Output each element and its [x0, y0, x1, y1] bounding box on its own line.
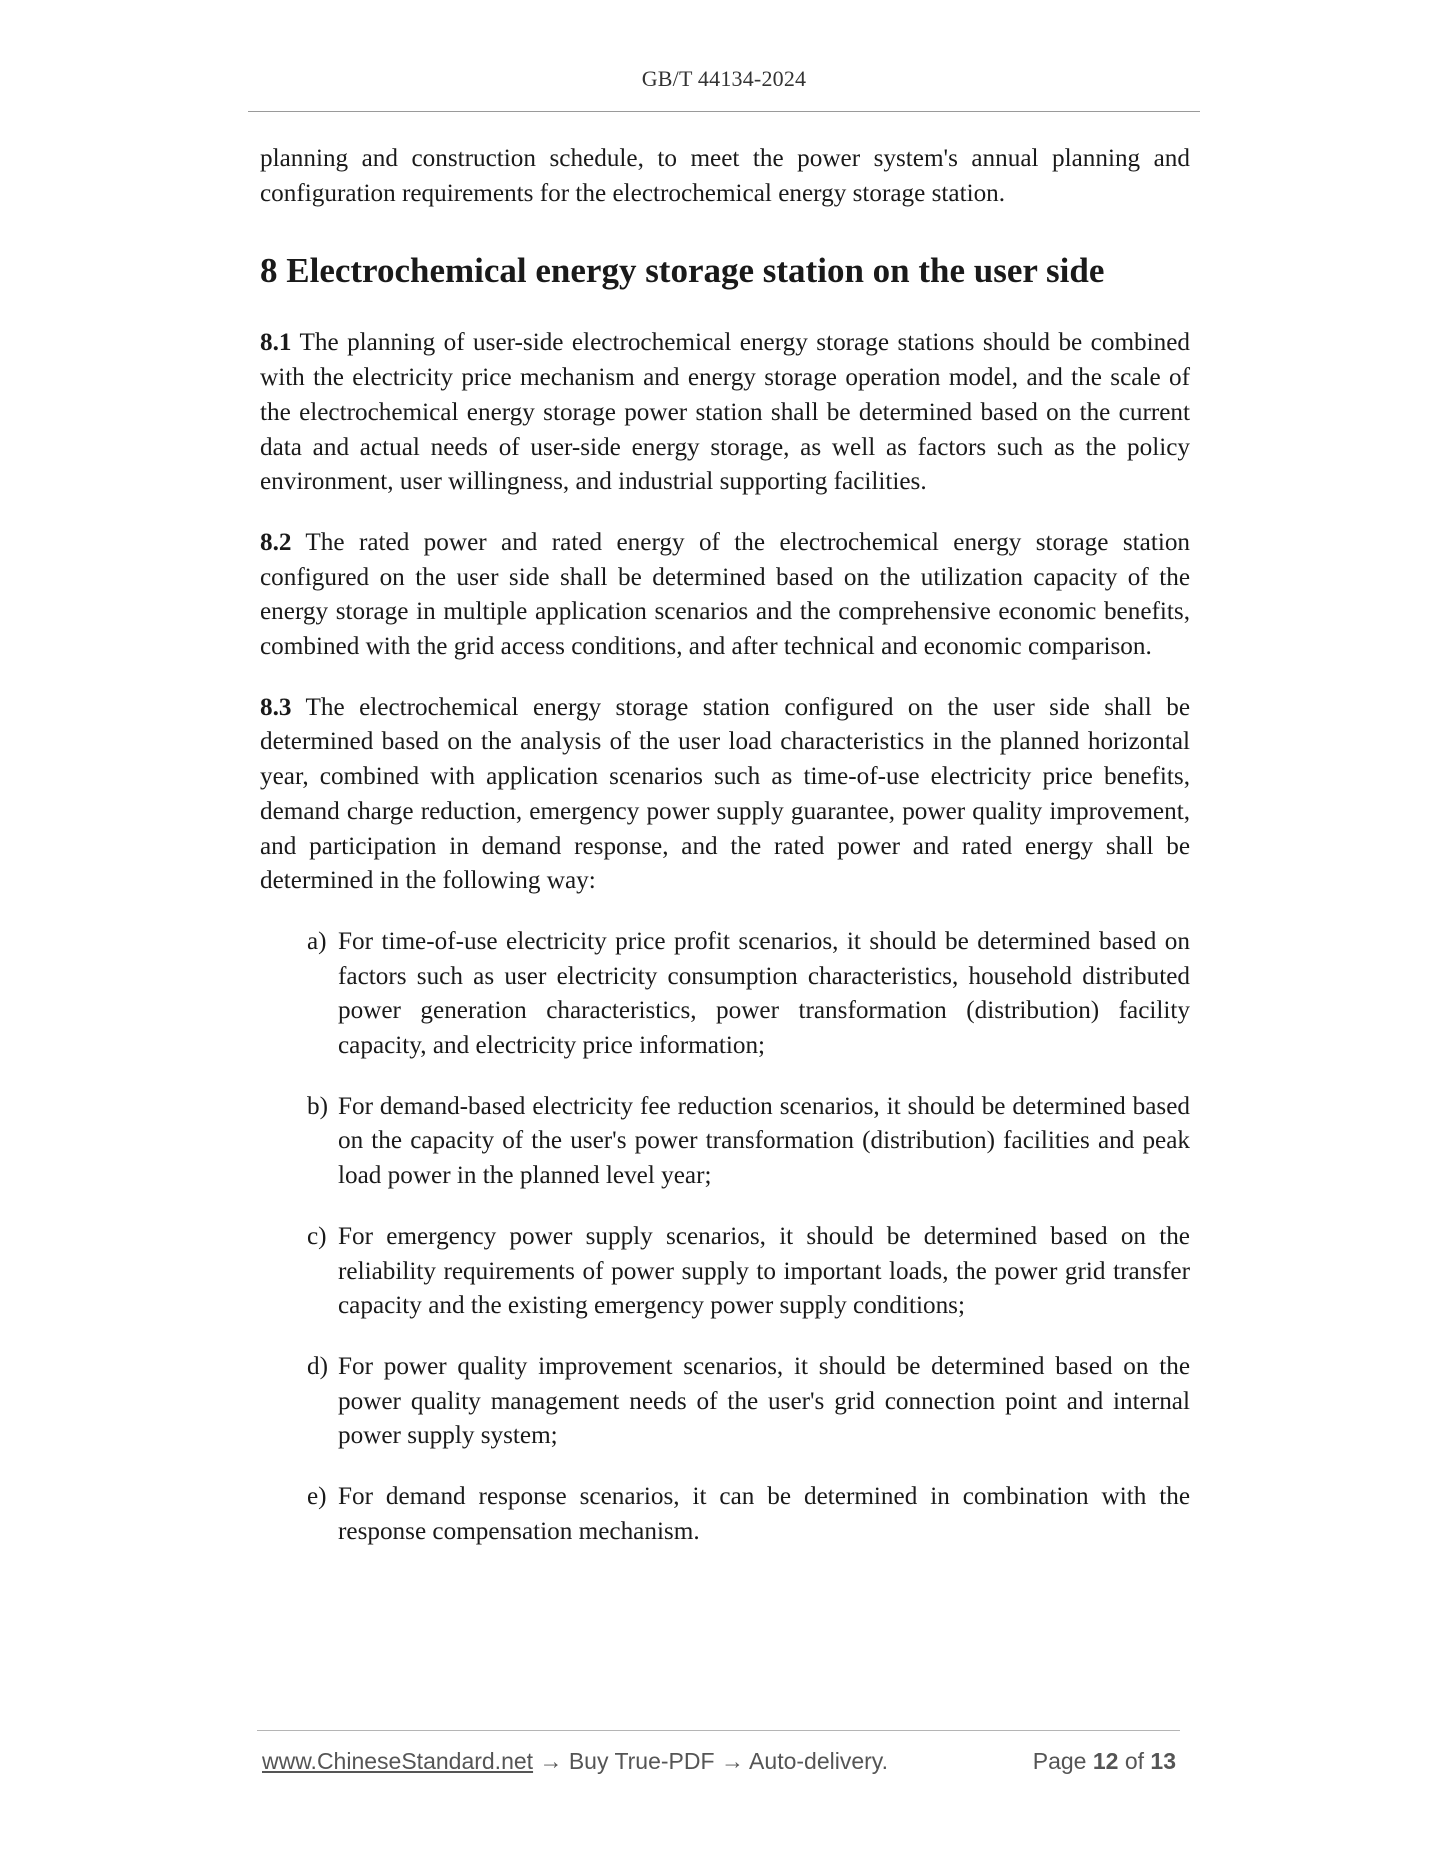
list-marker: a): [307, 927, 327, 955]
list-item-text: For time-of-use electricity price profit scenarios, it should be determined based on factors such as user electricity consumption characteristics, household distributed power generation characteristics, power transformation (distribution) facility capacity, and electricity price information;: [338, 927, 1190, 1060]
clause-8-2: [260, 526, 1190, 665]
website-link[interactable]: www.ChineseStandard.net: [262, 1748, 534, 1774]
clause-number: 8.1: [260, 329, 292, 357]
list-marker: e): [307, 1483, 327, 1511]
list-item: [260, 1090, 1190, 1194]
list-item-text: For demand-based electricity fee reduction scenarios, it should be determined based on the capacity of the user's power transformation (distribution) facilities and peak load power in the planned level year;: [338, 1092, 1190, 1190]
clause-text: The rated power and rated energy of the electrochemical energy storage station configured on the user side shall be determined based on the utilization capacity of the energy storage in multiple application scenarios and the comprehensive economic benefits, combined with the grid access conditions, and after technical and economic comparison.: [260, 528, 1191, 661]
list-item-text: For emergency power supply scenarios, it should be determined based on the reliability requirements of power supply to important loads, the power grid transfer capacity and the existing emergency power supply conditions;: [338, 1222, 1190, 1320]
list-item-text: For demand response scenarios, it can be determined in combination with the response compensation mechanism.: [338, 1483, 1190, 1545]
list-item: [260, 925, 1190, 1064]
page-indicator: [1033, 1748, 1176, 1775]
document-header-title: GB/T 44134-2024: [641, 66, 807, 91]
clause-8-1: [260, 326, 1190, 500]
clause-8-3: [260, 691, 1190, 899]
header-divider: [248, 111, 1200, 112]
footer-divider: [257, 1730, 1180, 1731]
section-heading: 8 Electrochemical energy storage station on the user side: [260, 251, 1105, 291]
page-total: 13: [1150, 1748, 1176, 1774]
page-label: Page: [1032, 1748, 1087, 1774]
list-item-text: For power quality improvement scenarios, it should be determined based on the power quality management needs of the user's grid connection point and internal power supply system;: [338, 1352, 1190, 1450]
page-current: 12: [1092, 1748, 1119, 1774]
list-item: [260, 1220, 1190, 1324]
continued-paragraph: planning and construction schedule, to meet the power system's annual planning and configuration requirements for the electrochemical energy storage station.: [260, 145, 1190, 207]
scenario-list: [260, 925, 1190, 1550]
page-content: [260, 142, 1190, 1576]
page-of-label: of: [1124, 1748, 1145, 1774]
clause-number: 8.3: [260, 693, 292, 721]
clause-number: 8.2: [260, 528, 292, 556]
page-footer: [262, 1748, 1180, 1775]
footer-promo-text: → Buy True-PDF → Auto-delivery.: [539, 1748, 888, 1774]
list-marker: d): [307, 1352, 328, 1380]
clause-text: The electrochemical energy storage station configured on the user side shall be determined based on the analysis of the user load characteristics in the planned horizontal year, combined with application scenarios such as time-of-use electricity price benefits, demand charge reduction, emergency power supply guarantee, power quality improvement, and participation in demand response, and the rated power and rated energy shall be determined in the following way:: [260, 693, 1191, 895]
list-item: [260, 1480, 1190, 1549]
list-marker: c): [307, 1222, 327, 1250]
list-item: [260, 1350, 1190, 1454]
clause-text: The planning of user-side electrochemical energy storage stations should be combined with the electricity price mechanism and energy storage operation model, and the scale of the electrochemical energy storage power station shall be determined based on the current data and actual needs of user-side energy storage, as well as factors such as the policy environment, user willingness, and industrial supporting facilities.: [260, 329, 1190, 496]
list-marker: b): [307, 1092, 328, 1120]
